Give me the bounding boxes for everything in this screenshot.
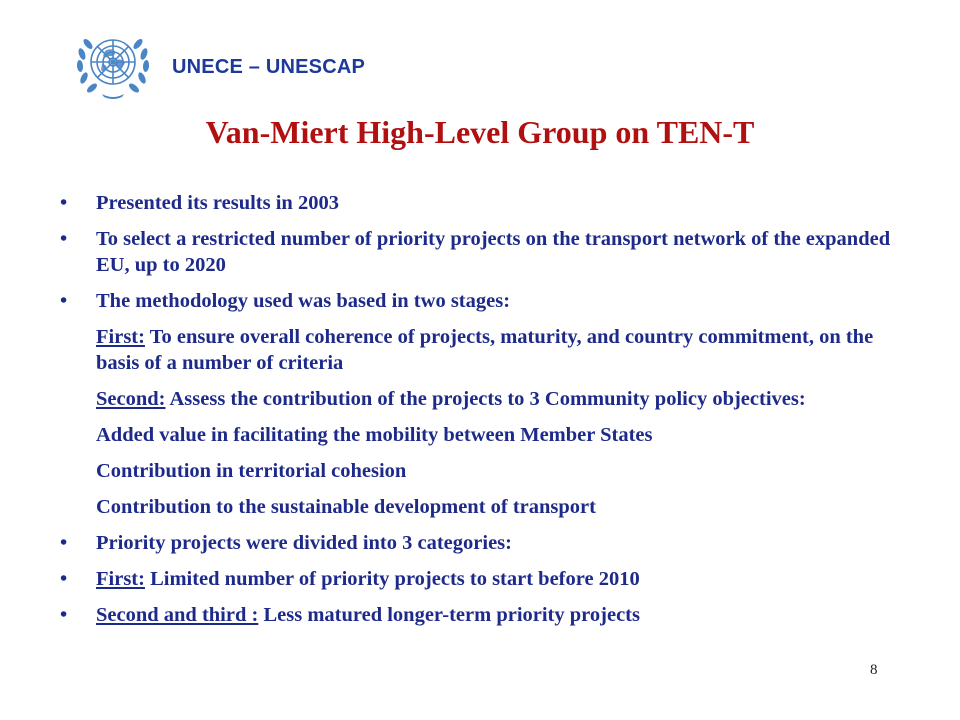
bullet-glyph: • <box>60 532 68 554</box>
sub-item-text: Added value in facilitating the mobility between Member States <box>96 424 653 446</box>
sub-item-text: Contribution in territorial cohesion <box>96 460 407 482</box>
bullet-prefix: First: <box>96 568 145 590</box>
bullet-text: Limited number of priority projects to start before 2010 <box>144 568 640 590</box>
bullet-item <box>60 602 920 628</box>
bullet-item <box>60 190 920 216</box>
bullet-glyph: • <box>60 192 68 214</box>
sub-item-text: To ensure overall coherence of projects, maturity, and country commitment, on the basis of a number of criteria <box>96 326 874 374</box>
sub-item-text: Contribution to the sustainable development of transport <box>96 496 596 518</box>
sub-item-prefix: First: <box>96 326 145 348</box>
sub-item <box>60 422 920 448</box>
bullet-item <box>60 226 920 278</box>
sub-item-text: Assess the contribution of the projects to 3 Community policy objectives: <box>165 388 806 410</box>
bullet-glyph: • <box>60 568 68 590</box>
page-number: 8 <box>870 662 878 678</box>
bullet-text: Less matured longer-term priority projects <box>258 604 640 626</box>
un-emblem-icon <box>72 24 154 104</box>
bullet-text: Presented its results in 2003 <box>96 192 339 214</box>
sub-item <box>60 386 920 412</box>
bullet-glyph: • <box>60 604 68 626</box>
sub-item <box>60 458 920 484</box>
sub-item <box>60 494 920 520</box>
bullet-item <box>60 288 920 314</box>
bullet-prefix: Second and third : <box>96 604 259 626</box>
bullet-glyph: • <box>60 228 68 250</box>
bullet-glyph: • <box>60 290 68 312</box>
slide-title: Van-Miert High-Level Group on TEN-T <box>205 114 755 150</box>
bullet-item <box>60 530 920 556</box>
sub-item <box>60 324 920 376</box>
slide-content <box>60 190 920 638</box>
bullet-text: The methodology used was based in two stages: <box>96 290 511 312</box>
bullet-text: To select a restricted number of priority projects on the transport network of the expanded EU, up to 2020 <box>96 228 891 276</box>
sub-item-prefix: Second: <box>96 388 166 410</box>
bullet-text: Priority projects were divided into 3 categories: <box>96 532 512 554</box>
org-label: UNECE – UNESCAP <box>172 56 366 78</box>
bullet-item <box>60 566 920 592</box>
